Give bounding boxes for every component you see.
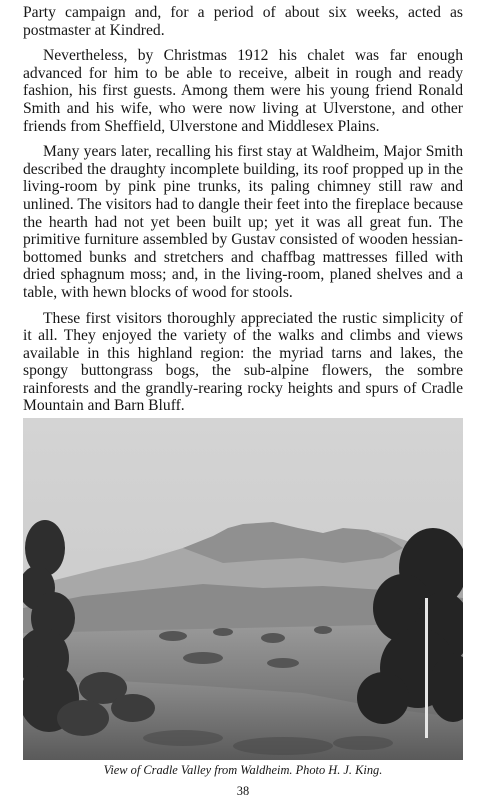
landscape-illustration	[23, 418, 463, 760]
page-number: 38	[236, 784, 250, 798]
paragraph-waldheim-recollection: Many years later, recalling his first stay at Waldheim, Major Smith described the draughty incomplete building, its roof propped up in the living-room by pink pine trunks, its paling chimney still raw and unlined. The visitors had to dangle their feet into the fireplace because the hearth had not yet been built up; yet it was all great fun. The primitive furniture assembled by Gustav consisted of wooden hessian-bottomed bunks and stretchers and chaffbag mattresses filled with dried sphagnum moss; and, in the living-room, planed shelves and a table, with hewn blocks of wood for stools.	[23, 143, 463, 301]
photo-caption: View of Cradle Valley from Waldheim. Photo H. J. King.	[103, 763, 383, 777]
body-text	[23, 4, 463, 423]
paragraph-rustic-simplicity: These first visitors thoroughly appreciated the rustic simplicity of it all. They enjoyed the variety of the walks and climbs and views available in this highland region: the myriad tarns and lakes, the spongy buttongrass bogs, the sub-alpine flowers, the sombre rainforests and the grandly-rearing rocky heights and spurs of Cradle Mountain and Barn Bluff.	[23, 309, 463, 415]
cradle-valley-photo	[23, 418, 463, 760]
paragraph-first-guests: Nevertheless, by Christmas 1912 his chalet was far enough advanced for him to be able to receive, albeit in rough and ready fashion, his first guests. Among them were his young friend Ronald Smith and his wife, who were now living at Ulverstone, and other friends from Sheffield, Ulverstone and Middlesex Plains.	[23, 47, 463, 135]
paragraph-continuation: Party campaign and, for a period of about six weeks, acted as postmaster at Kindred.	[23, 4, 463, 39]
